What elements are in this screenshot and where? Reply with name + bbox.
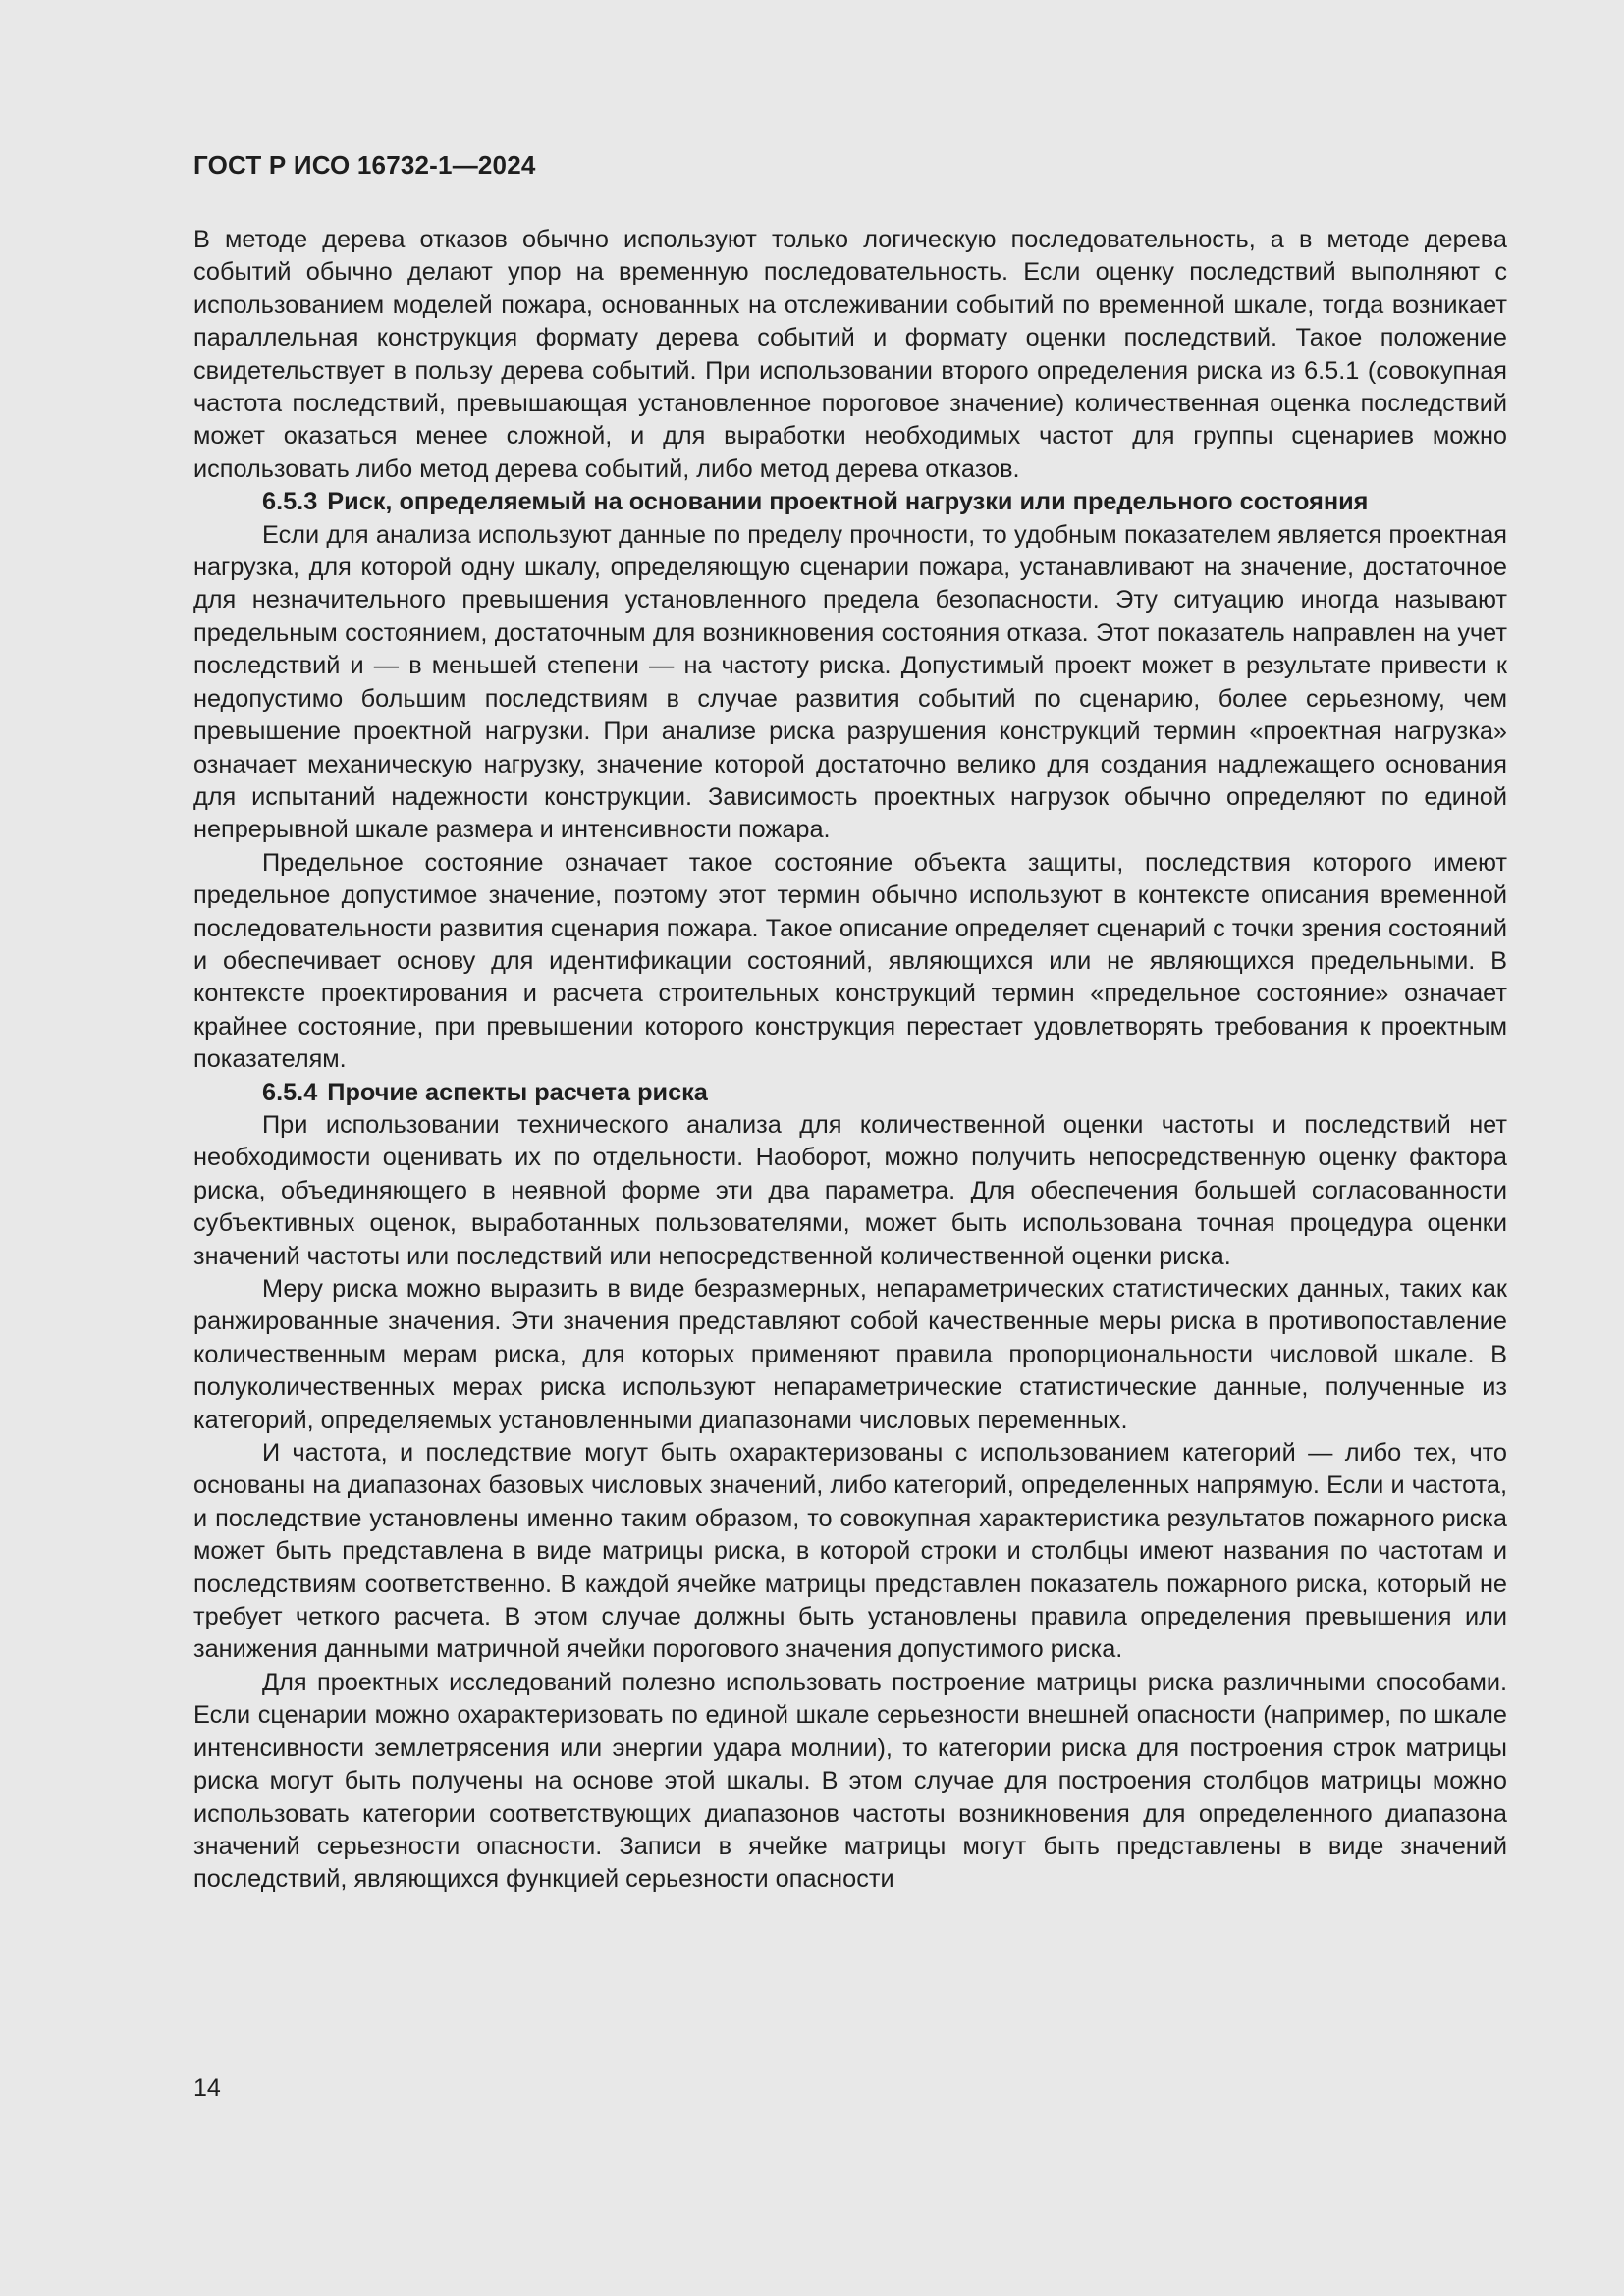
section-title: Риск, определяемый на основании проектной нагрузки или предельного состояния [327,488,1369,516]
section-number: 6.5.4 [262,1078,318,1106]
paragraph-intro: В методе дерева отказов обычно используют только логическую последовательность, а в методе дерева событий обычно делают упор на временную последовательность. Если оценку последствий выполняют с использованием моделей пожара, основанных на отслеживании событий по временной шкале, тогда возникает параллельная конструкция формату дерева событий и формату оценки последствий. Такое положение свидетельствует в пользу дерева событий. При использовании второго определения риска из 6.5.1 (совокупная частота последствий, превышающая установленное пороговое значение) количественная оценка последствий может оказаться менее сложной, и для выработки необходимых частот для группы сценариев можно использовать либо метод дерева событий, либо метод дерева отказов. [193,226,1507,483]
paragraph-6-5-4-4: Для проектных исследований полезно использовать построение матрицы риска различными способами. Если сценарии можно охарактеризовать по единой шкале серьезности внешней опасности (например, по шкале интенсивности землетрясения или энергии удара молнии), то категории риска для построения строк матрицы риска могут быть получены на основе этой шкалы. В этом случае для построения столбцов матрицы можно использовать категории соответствующих диапазонов частоты возникновения для определенного диапазона значений серьезности опасности. Записи в ячейке матрицы могут быть представлены в виде значений последствий, являющихся функцией серьезности опасности [193,1668,1507,1894]
document-header: ГОСТ Р ИСО 16732-1—2024 [193,150,536,180]
paragraph-6-5-4-1: При использовании технического анализа для количественной оценки частоты и последствий нет необходимости оценивать их по отдельности. Наоборот, можно получить непосредственную оценку фактора риска, объединяющего в неявной форме эти два параметра. Для обеспечения большей согласованности субъективных оценок, выработанных пользователями, может быть использована точная процедура оценки значений частоты или последствий или непосредственной количественной оценки риска. [193,1110,1507,1270]
paragraph-6-5-4-2: Меру риска можно выразить в виде безразмерных, непараметрических статистических данных, таких как ранжированные значения. Эти значения представляют собой качественные меры риска в противопоставление количественным мерам риска, для которых применяют правила пропорциональности числовой шкале. В полуколичественных мерах риска используют непараметрические статистические данные, полученные из категорий, определяемых установленными диапазонами числовых переменных. [193,1275,1507,1434]
paragraph-6-5-4-3: И частота, и последствие могут быть охарактеризованы с использованием категорий — либо тех, что основаны на диапазонах базовых числовых значений, либо категорий, определенных напрямую. Если и частота, и последствие установлены именно таким образом, то совокупная характеристика результатов пожарного риска может быть представлена в виде матрицы риска, в которой строки и столбцы имеют названия по частотам и последствиям соответственно. В каждой ячейке матрицы представлен показатель пожарного риска, который не требует четкого расчета. В этом случае должны быть установлены правила определения превышения или занижения данными матричной ячейки порогового значения допустимого риска. [193,1439,1507,1664]
section-heading-6-5-3 [193,486,1507,518]
paragraph-6-5-3-2: Предельное состояние означает такое состояние объекта защиты, последствия которого имеют предельное допустимое значение, поэтому этот термин обычно используют в контексте описания временной последовательности развития сценария пожара. Такое описание определяет сценарий с точки зрения состояний и обеспечивает основу для идентификации состояний, являющихся или не являющихся предельными. В контексте проектирования и расчета строительных конструкций термин «предельное состояние» означает крайнее состояние, при превышении которого конструкция перестает удовлетворять требования к проектным показателям. [193,848,1507,1074]
section-number: 6.5.3 [262,488,318,516]
document-body [193,224,1507,1896]
section-heading-6-5-4 [193,1077,1507,1109]
section-title: Прочие аспекты расчета риска [327,1078,708,1106]
page-number: 14 [193,2074,221,2102]
paragraph-6-5-3-1: Если для анализа используют данные по пределу прочности, то удобным показателем является проектная нагрузка, для которой одну шкалу, определяющую сценарии пожара, устанавливают на значение, достаточное для незначительного превышения установленного предела безопасности. Эту ситуацию иногда называют предельным состоянием, достаточным для возникновения состояния отказа. Этот показатель направлен на учет последствий и — в меньшей степени — на частоту риска. Допустимый проект может в результате привести к недопустимо большим последствиям в случае развития событий по сценарию, более серьезному, чем превышение проектной нагрузки. При анализе риска разрушения конструкций термин «проектная нагрузка» означает механическую нагрузку, значение которой достаточно велико для создания надлежащего основания для испытаний надежности конструкции. Зависимость проектных нагрузок обычно определяют по единой непрерывной шкале размера и интенсивности пожара. [193,520,1507,844]
